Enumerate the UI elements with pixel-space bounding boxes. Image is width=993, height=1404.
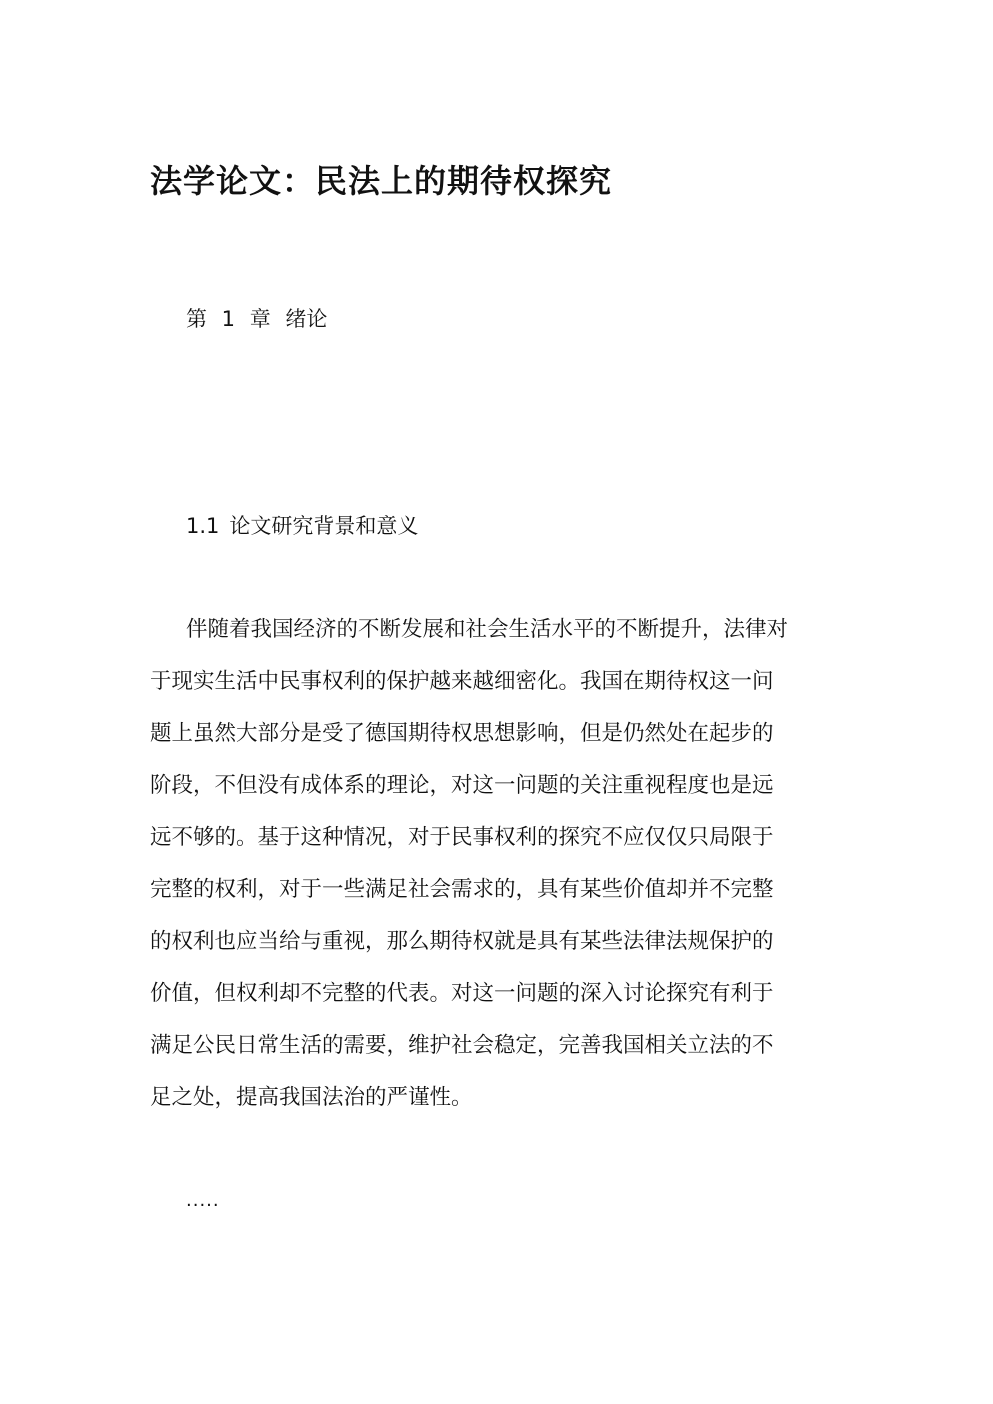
section-heading bbox=[186, 509, 418, 543]
paragraph-line: 足之处，提高我国法治的严谨性。 bbox=[150, 1085, 473, 1110]
paragraph-line: 伴随着我国经济的不断发展和社会生活水平的不断提升，法律对 bbox=[186, 617, 789, 642]
document-title: 法学论文：民法上的期待权探究 bbox=[150, 162, 613, 200]
section-number: 1.1 bbox=[186, 514, 220, 538]
paragraph-line: 题上虽然大部分是受了德国期待权思想影响，但是仍然处在起步的 bbox=[150, 721, 774, 746]
ellipsis-marker: ..... bbox=[186, 1190, 220, 1211]
paragraph-line: 满足公民日常生活的需要，维护社会稳定，完善我国相关立法的不 bbox=[150, 1033, 774, 1058]
body-paragraph bbox=[150, 610, 840, 1130]
section-title: 论文研究背景和意义 bbox=[229, 514, 419, 538]
paragraph-line: 完整的权利，对于一些满足社会需求的，具有某些价值却并不完整 bbox=[150, 877, 774, 902]
paragraph-line: 的权利也应当给与重视，那么期待权就是具有某些法律法规保护的 bbox=[150, 929, 774, 954]
chapter-heading: 第 1 章 绪论 bbox=[186, 307, 328, 331]
paragraph-line: 远不够的。基于这种情况，对于民事权利的探究不应仅仅只局限于 bbox=[150, 825, 774, 850]
paragraph-line: 于现实生活中民事权利的保护越来越细密化。我国在期待权这一问 bbox=[150, 669, 774, 694]
paragraph-line: 价值，但权利却不完整的代表。对这一问题的深入讨论探究有利于 bbox=[150, 981, 774, 1006]
paragraph-line: 阶段，不但没有成体系的理论，对这一问题的关注重视程度也是远 bbox=[150, 773, 774, 798]
